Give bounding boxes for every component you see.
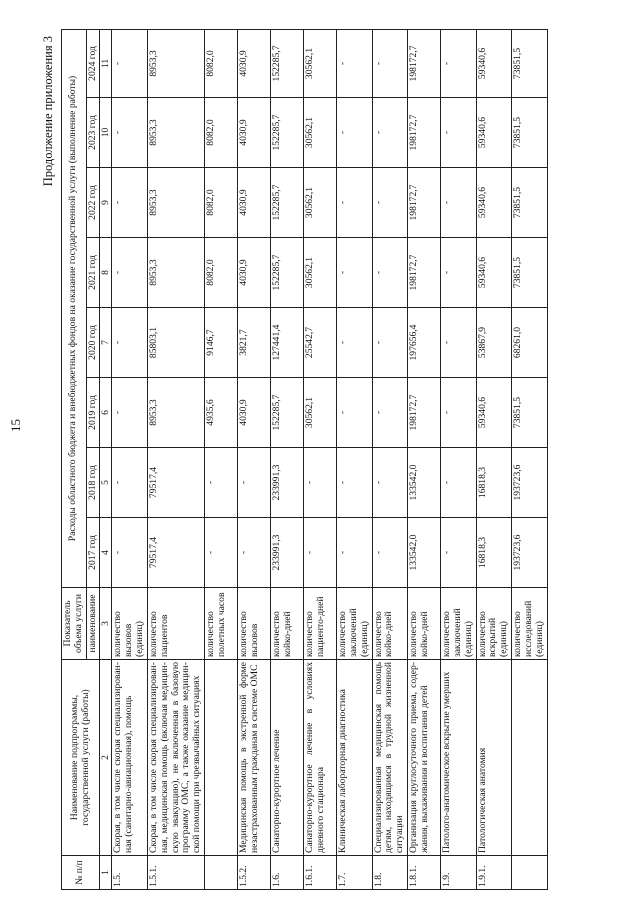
row-value: 73851,5 (512, 168, 547, 238)
row-value: 152285,7 (271, 168, 304, 238)
row-value: 79517,4 (147, 448, 204, 518)
table-row (372, 29, 407, 889)
rotated-page (37, 30, 605, 890)
row-value: 53867,9 (476, 308, 511, 378)
row-value: 4935,6 (205, 378, 238, 448)
row-value: 25542,7 (304, 308, 337, 378)
row-unit: количество вызовов (единиц) (112, 588, 147, 660)
header-year: 2024 год (86, 29, 100, 97)
row-number: 1.9. (441, 856, 476, 890)
row-value: 197656,4 (408, 308, 441, 378)
row-value: - (441, 29, 476, 97)
row-value: 198172,7 (408, 29, 441, 97)
row-value: 59340,6 (476, 98, 511, 168)
row-value: - (372, 238, 407, 308)
row-name (512, 660, 547, 856)
row-value: - (441, 98, 476, 168)
table-row (512, 29, 547, 889)
row-value: - (337, 29, 372, 97)
row-unit: количество полетных часов (205, 588, 238, 660)
row-value: 233991,3 (271, 518, 304, 588)
column-number: 4 (100, 518, 112, 588)
column-number: 5 (100, 448, 112, 518)
header-indicator-group: Показатель объема услуги (62, 588, 87, 660)
row-value: 198172,7 (408, 168, 441, 238)
row-value: - (441, 448, 476, 518)
column-number: 2 (100, 660, 112, 856)
row-value: 198172,7 (408, 98, 441, 168)
row-value: - (441, 238, 476, 308)
row-value: - (112, 98, 147, 168)
column-number: 11 (100, 29, 112, 97)
header-no: № п/п (62, 856, 100, 890)
header-year: 2020 год (86, 308, 100, 378)
row-value: 73851,5 (512, 29, 547, 97)
table-row (147, 29, 204, 889)
row-unit: количество вскрытий (единиц) (476, 588, 511, 660)
row-unit: количество заключений (единиц) (337, 588, 372, 660)
row-value: - (337, 238, 372, 308)
row-value: 8082,0 (205, 98, 238, 168)
row-value: 8953,3 (147, 238, 204, 308)
row-number (205, 856, 238, 890)
row-value: - (372, 29, 407, 97)
row-value: 68261,0 (512, 308, 547, 378)
table-row (304, 29, 337, 889)
row-value: 4030,9 (238, 378, 271, 448)
row-value: 79517,4 (147, 518, 204, 588)
row-value: 8953,3 (147, 168, 204, 238)
column-number: 6 (100, 378, 112, 448)
table-body (112, 29, 547, 889)
column-number-row (100, 29, 112, 889)
header-expenses-group: Расходы областного бюджета и внебюджетных фондов на оказание государственной услуги (выполнение работы) (62, 29, 87, 587)
column-number: 10 (100, 98, 112, 168)
row-value: - (372, 448, 407, 518)
table-row (337, 29, 372, 889)
row-value: 59340,6 (476, 238, 511, 308)
header-year: 2022 год (86, 168, 100, 238)
row-unit: количество вызовов (238, 588, 271, 660)
row-value: 152285,7 (271, 98, 304, 168)
row-number: 1.8. (372, 856, 407, 890)
row-unit: количество койко-дней (408, 588, 441, 660)
row-value: - (205, 448, 238, 518)
table-row (112, 29, 147, 889)
row-value: 85803,1 (147, 308, 204, 378)
row-value: - (372, 378, 407, 448)
row-value: 59340,6 (476, 29, 511, 97)
row-number: 1.6. (271, 856, 304, 890)
row-unit: количество койко-дней (372, 588, 407, 660)
header-indicator-name: наименование (86, 588, 100, 660)
row-name: Санаторно-курортное лечение в условиях дневного стационара (304, 660, 337, 856)
row-value: 30562,1 (304, 29, 337, 97)
row-value: 30562,1 (304, 168, 337, 238)
row-value: 30562,1 (304, 98, 337, 168)
row-number: 1.6.1. (304, 856, 337, 890)
row-number: 1.5.2. (238, 856, 271, 890)
row-value: - (337, 98, 372, 168)
row-value: 4030,9 (238, 98, 271, 168)
row-name: Скорая, в том числе скорая специализирован-ная, медицинская помощь (включая медицин-скую эвакуацию), не включенная в базовую программу ОМС, а также оказание медицин-ской помощи при чрезвычайных ситуациях (147, 660, 204, 856)
row-value: 4030,9 (238, 238, 271, 308)
row-number: 1.7. (337, 856, 372, 890)
row-name (205, 660, 238, 856)
row-value: 16818,3 (476, 518, 511, 588)
header-year: 2017 год (86, 518, 100, 588)
row-value: 30562,1 (304, 378, 337, 448)
row-name: Скорая, в том числе скорая специализирован-ная (санитарно-авиационная), помощь (112, 660, 147, 856)
header-name: Наименование подпрограммы, государственной услуги (работы) (62, 660, 100, 856)
row-name: Организация круглосуточного приема, содер-жания, выхаживания и воспитания детей (408, 660, 441, 856)
row-unit: количество заключений (единиц) (441, 588, 476, 660)
row-value: - (337, 378, 372, 448)
row-value: 3821,7 (238, 308, 271, 378)
row-value: - (441, 518, 476, 588)
table-row (205, 29, 238, 889)
row-value: 8953,3 (147, 98, 204, 168)
row-number: 1.8.1. (408, 856, 441, 890)
row-value: 8082,0 (205, 168, 238, 238)
row-unit: количество пациентов (147, 588, 204, 660)
row-value: - (372, 518, 407, 588)
row-value: - (372, 308, 407, 378)
row-value: 9146,7 (205, 308, 238, 378)
row-value: 73851,5 (512, 378, 547, 448)
row-value: - (337, 168, 372, 238)
row-value: 4030,9 (238, 29, 271, 97)
row-value: 73851,5 (512, 98, 547, 168)
row-number (512, 856, 547, 890)
row-value: 193723,6 (512, 448, 547, 518)
row-number: 1.9.1. (476, 856, 511, 890)
row-value: - (205, 518, 238, 588)
row-value: 198172,7 (408, 238, 441, 308)
row-number: 1.5.1. (147, 856, 204, 890)
column-number: 7 (100, 308, 112, 378)
row-value: - (112, 168, 147, 238)
table-row (476, 29, 511, 889)
row-value: - (337, 308, 372, 378)
row-name: Санаторно-курортное лечение (271, 660, 304, 856)
row-unit: количество пациенто-дней (304, 588, 337, 660)
row-value: 8953,3 (147, 29, 204, 97)
row-value: - (372, 168, 407, 238)
row-number: 1.5. (112, 856, 147, 890)
row-value: 30562,1 (304, 238, 337, 308)
row-value: - (372, 98, 407, 168)
row-value: - (337, 448, 372, 518)
table-row (271, 29, 304, 889)
row-value: - (112, 378, 147, 448)
row-name: Специализированная медицинская помощь детям, находящимся в трудной жизненной ситуации (372, 660, 407, 856)
row-value: 59340,6 (476, 378, 511, 448)
column-number: 3 (100, 588, 112, 660)
row-name: Клиническая лабораторная диагностика (337, 660, 372, 856)
row-value: 8082,0 (205, 238, 238, 308)
row-name: Медицинская помощь в экстренной форме незастрахованным гражданам в системе ОМС (238, 660, 271, 856)
row-value: 133542,0 (408, 518, 441, 588)
table-row (238, 29, 271, 889)
row-value: 127441,4 (271, 308, 304, 378)
continuation-title: Продолжение приложения 3 (41, 36, 55, 187)
row-value: 59340,6 (476, 168, 511, 238)
row-value: 16818,3 (476, 448, 511, 518)
header-year: 2023 год (86, 98, 100, 168)
expenses-table (61, 29, 548, 890)
row-value: - (441, 168, 476, 238)
row-value: 8082,0 (205, 29, 238, 97)
row-value: 152285,7 (271, 238, 304, 308)
row-value: 152285,7 (271, 378, 304, 448)
row-value: 133542,0 (408, 448, 441, 518)
row-value: - (238, 518, 271, 588)
row-value: - (112, 448, 147, 518)
row-name: Патолого-анатомическое вскрытие умерших (441, 660, 476, 856)
column-number: 8 (100, 238, 112, 308)
header-year: 2021 год (86, 238, 100, 308)
row-value: 198172,7 (408, 378, 441, 448)
table-row (441, 29, 476, 889)
row-value: - (238, 448, 271, 518)
row-value: - (112, 308, 147, 378)
table-row (408, 29, 441, 889)
row-value: - (304, 448, 337, 518)
row-value: - (441, 308, 476, 378)
page-number: 15 (8, 419, 23, 432)
row-value: - (337, 518, 372, 588)
row-value: - (304, 518, 337, 588)
row-value: 8953,3 (147, 378, 204, 448)
row-value: 73851,5 (512, 238, 547, 308)
header-year: 2018 год (86, 448, 100, 518)
row-value: - (112, 238, 147, 308)
row-name: Патологическая анатомия (476, 660, 511, 856)
column-number: 1 (100, 856, 112, 890)
row-unit: количество исследований (единиц) (512, 588, 547, 660)
row-unit: количество койко-дней (271, 588, 304, 660)
row-value: - (441, 378, 476, 448)
row-value: - (112, 29, 147, 97)
row-value: 233991,3 (271, 448, 304, 518)
column-number: 9 (100, 168, 112, 238)
row-value: - (112, 518, 147, 588)
row-value: 4030,9 (238, 168, 271, 238)
row-value: 152285,7 (271, 29, 304, 97)
row-value: 193723,6 (512, 518, 547, 588)
header-year: 2019 год (86, 378, 100, 448)
